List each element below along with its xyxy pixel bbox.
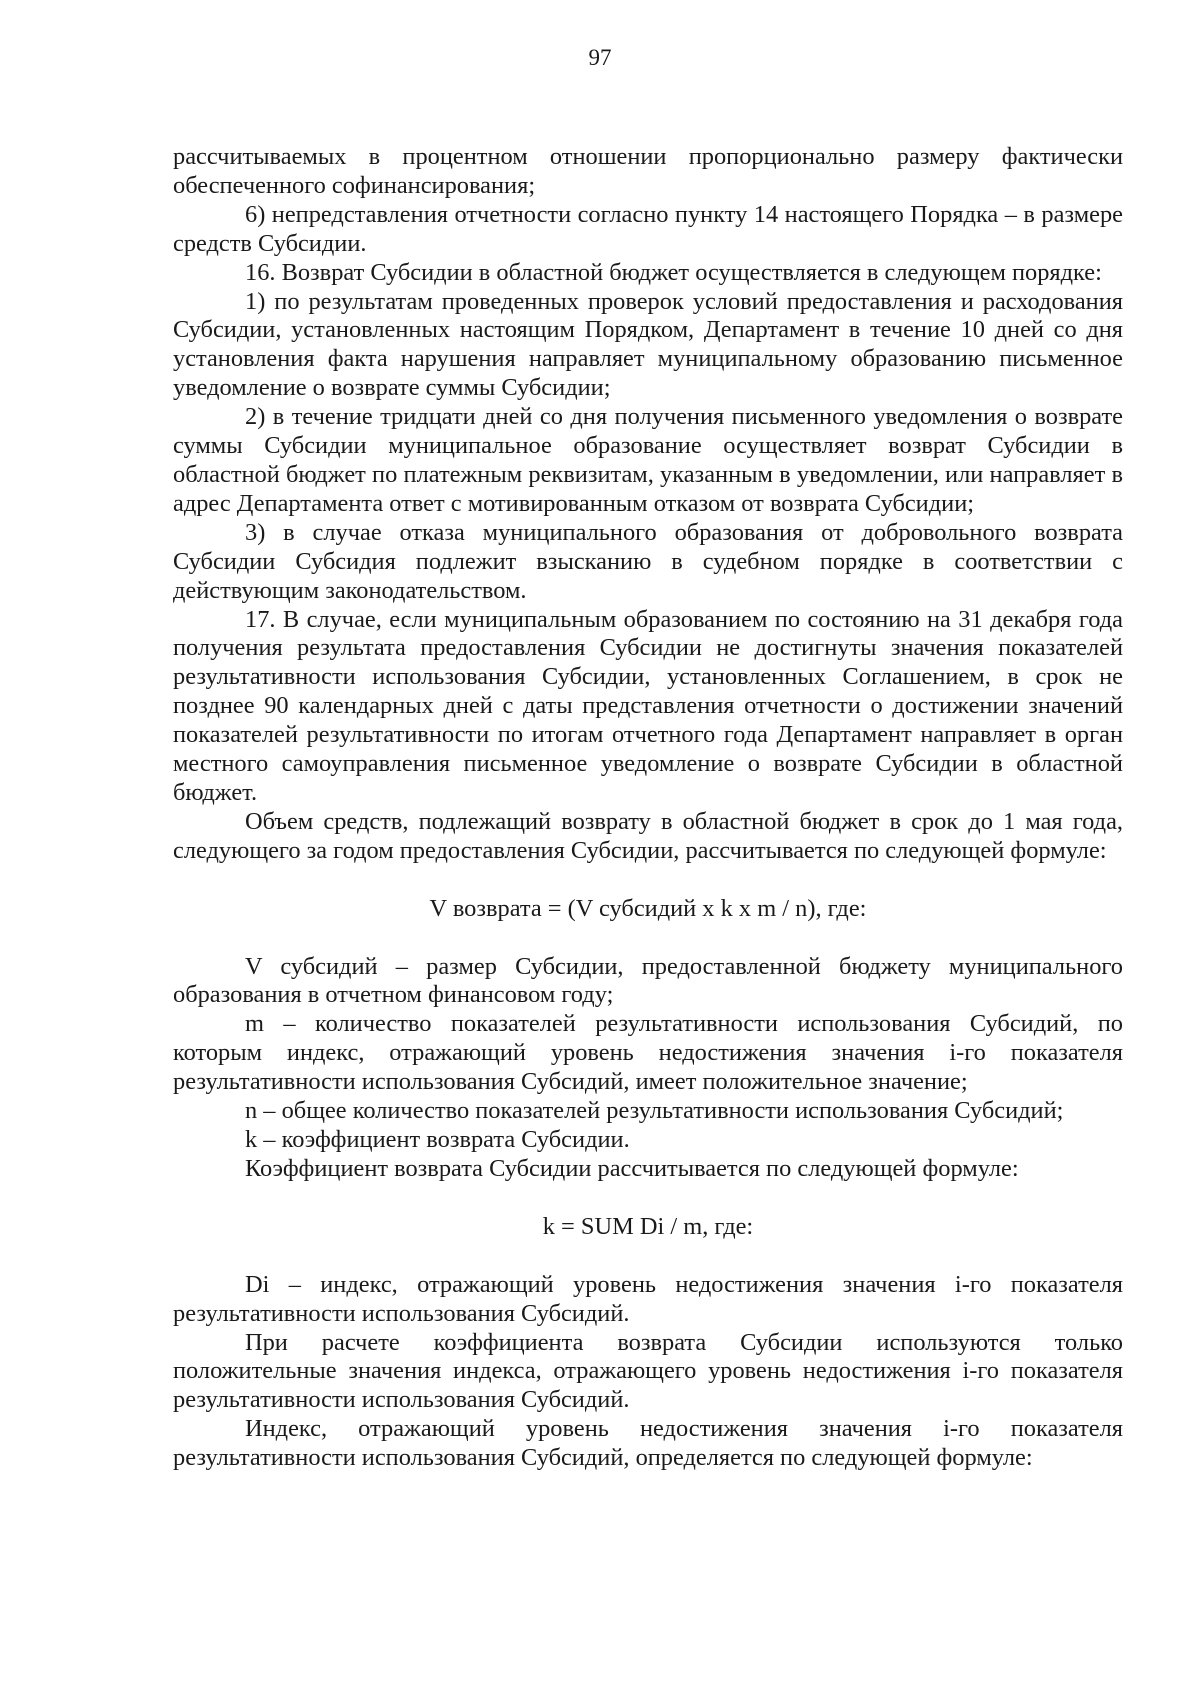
definition: m – количество показателей результативности использования Субсидий, по которым индекс, отражающий уровень недостижения значения i-го показателя результативности использования Субсидий, имеет положительное значение; <box>173 1010 1123 1096</box>
formula-return-volume: V возврата = (V субсидий x k x m / n), где: <box>429 894 867 922</box>
definition: V субсидий – размер Субсидии, предоставленной бюджету муниципального образования в отчетном финансовом году; <box>173 952 1123 1009</box>
paragraph: 3) в случае отказа муниципального образования от добровольного возврата Субсидии Субсидия подлежит взысканию в судебном порядке в соответствии с действующим законодательством. <box>173 518 1123 604</box>
paragraph: При расчете коэффициента возврата Субсидии используются только положительные значения индекса, отражающего уровень недостижения i-го показателя результативности использования Субсидий. <box>173 1328 1123 1414</box>
paragraph: 16. Возврат Субсидии в областной бюджет осуществляется в следующем порядке: <box>245 258 1102 286</box>
page-number: 97 <box>588 45 612 70</box>
definition: n – общее количество показателей результативности использования Субсидий; <box>245 1097 1064 1125</box>
paragraph: 17. В случае, если муниципальным образованием по состоянию на 31 декабря года получения результата предоставления Субсидии не достигнуты значения показателей результативности использования Субсидии, установленных Соглашением, в срок не позднее 90 календарных дней с даты представления отчетности о достижении значений показателей результативности по итогам отчетного года Департамент направляет в орган местного самоуправления письменное уведомление о возврате Субсидии в областной бюджет. <box>173 605 1123 806</box>
paragraph: 1) по результатам проведенных проверок условий предоставления и расходования Субсидии, установленных настоящим Порядком, Департамент в течение 10 дней со дня установления факта нарушения направляет муниципальному образованию письменное уведомление о возврате суммы Субсидии; <box>173 287 1123 402</box>
definition: Коэффициент возврата Субсидии рассчитывается по следующей формуле: <box>245 1154 1019 1182</box>
paragraph: Индекс, отражающий уровень недостижения значения i-го показателя результативности использования Субсидий, определяется по следующей формуле: <box>173 1415 1123 1472</box>
paragraph: Объем средств, подлежащий возврату в областной бюджет в срок до 1 мая года, следующего за годом предоставления Субсидии, рассчитывается по следующей формуле: <box>173 807 1123 864</box>
document-body <box>173 143 1123 1473</box>
paragraph: Di – индекс, отражающий уровень недостижения значения i-го показателя результативности использования Субсидий. <box>173 1270 1123 1327</box>
paragraph: 6) непредставления отчетности согласно пункту 14 настоящего Порядка – в размере средств Субсидии. <box>173 200 1123 257</box>
definition: k – коэффициент возврата Субсидии. <box>245 1126 630 1153</box>
formula-return-coefficient: k = SUM Di / m, где: <box>542 1212 754 1240</box>
paragraph: 2) в течение тридцати дней со дня получения письменного уведомления о возврате суммы Субсидии муниципальное образование осуществляет возврат Субсидии в областной бюджет по платежным реквизитам, указанным в уведомлении, или направляет в адрес Департамента ответ с мотивированным отказом от возврата Субсидии; <box>173 403 1123 517</box>
paragraph: рассчитываемых в процентном отношении пропорционально размеру фактически обеспеченного софинансирования; <box>173 143 1123 199</box>
